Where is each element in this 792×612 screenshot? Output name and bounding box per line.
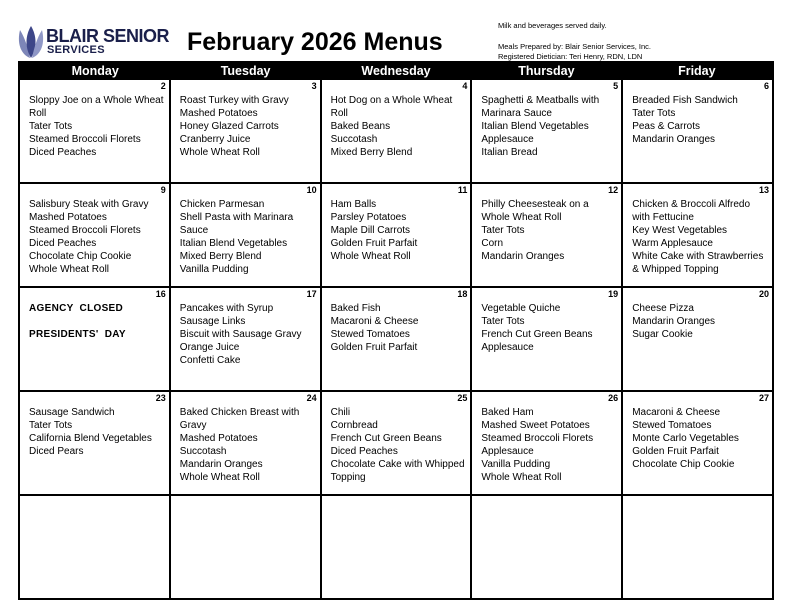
- menu-item: Stewed Tomatoes: [632, 420, 712, 431]
- menu-items: [632, 406, 768, 471]
- logo: [16, 24, 170, 60]
- menu-item: White Cake with Strawberries & Whipped Topping: [632, 251, 764, 275]
- calendar-day-cell: [320, 496, 471, 598]
- menu-item: Mashed Potatoes: [179, 108, 258, 119]
- menu-item: Breaded Fish Sandwich: [632, 95, 738, 106]
- calendar-day-cell: [621, 288, 772, 390]
- calendar-day-cell: [621, 392, 772, 494]
- menu-item: Vanilla Pudding: [481, 459, 551, 470]
- day-number: 19: [608, 289, 619, 299]
- menu-item: Spaghetti & Meatballs with Marinara Sauce: [481, 95, 600, 119]
- calendar-day-cell: [470, 288, 621, 390]
- menu-item: Vanilla Pudding: [179, 264, 249, 275]
- menu-item: Warm Applesauce: [632, 238, 713, 249]
- menu-item: Macaroni & Cheese: [330, 316, 419, 327]
- beverage-note: Milk and beverages served daily.: [498, 21, 607, 30]
- calendar-day-cell: [470, 184, 621, 286]
- menu-items: [481, 302, 617, 354]
- day-number: 2: [160, 81, 166, 91]
- calendar-week-row: [20, 80, 772, 182]
- day-number: 4: [462, 81, 468, 91]
- menu-item: Chocolate Chip Cookie: [632, 459, 735, 470]
- menu-item: Roast Turkey with Gravy: [179, 95, 289, 106]
- day-number: 12: [608, 185, 619, 195]
- calendar-day-cell: [169, 80, 320, 182]
- calendar-day-cell: [20, 392, 169, 494]
- menu-item: Hot Dog on a Whole Wheat Roll: [330, 95, 453, 119]
- day-number: 6: [763, 81, 769, 91]
- closure-notice: AGENCY CLOSED: [29, 303, 124, 314]
- calendar-day-cell: [621, 184, 772, 286]
- day-number: 5: [613, 81, 619, 91]
- menu-item: Mashed Potatoes: [179, 433, 258, 444]
- weekday-monday: Monday: [71, 64, 119, 78]
- menu-item: Mixed Berry Blend: [330, 147, 413, 158]
- day-number: 11: [457, 185, 468, 195]
- menu-item: Tater Tots: [29, 121, 73, 132]
- page-title: February 2026 Menus: [187, 28, 443, 56]
- menu-item: Whole Wheat Roll: [179, 472, 260, 483]
- calendar-day-cell: [470, 496, 621, 598]
- menu-item: Baked Ham: [481, 407, 534, 418]
- menu-item: Baked Fish: [330, 303, 381, 314]
- menu-items: [29, 302, 165, 354]
- day-number: 3: [311, 81, 317, 91]
- logo-text-line2: SERVICES: [47, 44, 105, 56]
- menu-item: California Blend Vegetables: [29, 433, 152, 444]
- menu-items: [331, 94, 467, 159]
- menu-item: Italian Bread: [481, 147, 538, 158]
- lotus-logo-icon: [16, 24, 46, 60]
- day-number: 13: [758, 185, 769, 195]
- menu-item: Whole Wheat Roll: [330, 251, 411, 262]
- menu-item: Diced Pears: [29, 446, 84, 457]
- menu-item: Macaroni & Cheese: [632, 407, 721, 418]
- menu-item: Orange Juice: [179, 342, 240, 353]
- menu-items: [481, 198, 617, 263]
- calendar-day-cell: [470, 392, 621, 494]
- calendar-day-cell: [20, 288, 169, 390]
- calendar-day-cell: [320, 288, 471, 390]
- menu-item: Tater Tots: [481, 316, 525, 327]
- day-number: 20: [758, 289, 769, 299]
- calendar-day-cell: [470, 80, 621, 182]
- calendar-day-cell: [20, 80, 169, 182]
- menu-item: Peas & Carrots: [632, 121, 700, 132]
- calendar-day-cell: [169, 496, 320, 598]
- menu-calendar: [18, 61, 774, 600]
- menu-item: Tater Tots: [29, 420, 73, 431]
- menu-item: Chocolate Cake with Whipped Topping: [330, 459, 465, 483]
- calendar-weeks: [20, 80, 772, 598]
- menu-item: Sausage Links: [179, 316, 246, 327]
- menu-item: Applesauce: [481, 446, 534, 457]
- menu-item: Applesauce: [481, 134, 534, 145]
- day-number: 23: [155, 393, 166, 403]
- menu-item: Italian Blend Vegetables: [179, 238, 288, 249]
- day-number: 25: [457, 393, 468, 403]
- calendar-week-row: [20, 494, 772, 598]
- menu-items: [331, 302, 467, 354]
- weekday-friday: Friday: [678, 64, 716, 78]
- menu-item: Baked Chicken Breast with Gravy: [179, 407, 300, 431]
- menu-item: Golden Fruit Parfait: [632, 446, 719, 457]
- menu-item: Cranberry Juice: [179, 134, 251, 145]
- menu-item: Sausage Sandwich: [29, 407, 115, 418]
- weekday-wednesday: Wednesday: [361, 64, 431, 78]
- menu-item: Chocolate Chip Cookie: [29, 251, 132, 262]
- menu-items: [632, 94, 768, 146]
- menu-items: [481, 94, 617, 159]
- menu-item: Monte Carlo Vegetables: [632, 433, 739, 444]
- menu-item: Sugar Cookie: [632, 329, 693, 340]
- menu-item: Tater Tots: [481, 225, 525, 236]
- menu-item: Vegetable Quiche: [481, 303, 561, 314]
- calendar-day-cell: [320, 80, 471, 182]
- menu-item: Golden Fruit Parfait: [330, 238, 418, 249]
- dietician-note: Registered Dietician: Teri Henry, RDN, LDN: [498, 52, 643, 61]
- menu-items: [180, 94, 316, 159]
- menu-items: [29, 94, 165, 159]
- menu-item: Pancakes with Syrup: [179, 303, 274, 314]
- menu-items: [331, 406, 467, 484]
- menu-item: Cheese Pizza: [632, 303, 694, 314]
- day-number: 27: [758, 393, 769, 403]
- logo-text-line1: BLAIR SENIOR: [46, 26, 170, 46]
- menu-item: Golden Fruit Parfait: [330, 342, 418, 353]
- menu-items: [632, 302, 768, 341]
- menu-items: [481, 406, 617, 484]
- menu-item: Whole Wheat Roll: [29, 264, 110, 275]
- prepared-by-note: Meals Prepared by: Blair Senior Services, Inc.: [498, 42, 651, 51]
- menu-item: Italian Blend Vegetables: [481, 121, 589, 132]
- menu-item: Mandarin Oranges: [632, 316, 716, 327]
- menu-item: Mandarin Oranges: [481, 251, 565, 262]
- menu-item: Steamed Broccoli Florets: [29, 225, 141, 236]
- menu-item: Honey Glazed Carrots: [179, 121, 279, 132]
- menu-item: Philly Cheesesteak on a Whole Wheat Roll: [481, 199, 589, 223]
- menu-item: French Cut Green Beans: [481, 329, 593, 340]
- day-number: 17: [306, 289, 317, 299]
- menu-item: Diced Peaches: [29, 147, 97, 158]
- calendar-day-cell: [20, 184, 169, 286]
- menu-item: Chili: [330, 407, 351, 418]
- closure-notice: PRESIDENTS' DAY: [29, 329, 126, 340]
- menu-item: Diced Peaches: [330, 446, 398, 457]
- calendar-day-cell: [169, 288, 320, 390]
- menu-item: Applesauce: [481, 342, 534, 353]
- menu-items: [29, 406, 165, 458]
- menu-item: Whole Wheat Roll: [481, 472, 562, 483]
- menu-item: Cornbread: [330, 420, 378, 431]
- menu-item: Diced Peaches: [29, 238, 97, 249]
- weekday-tuesday: Tuesday: [220, 64, 271, 78]
- day-number: 18: [457, 289, 468, 299]
- menu-item: Salisbury Steak with Gravy: [29, 199, 149, 210]
- menu-item: Parsley Potatoes: [330, 212, 407, 223]
- menu-items: [331, 198, 467, 263]
- menu-item: Sloppy Joe on a Whole Wheat Roll: [29, 95, 164, 119]
- menu-item: Tater Tots: [632, 108, 676, 119]
- day-number: 24: [306, 393, 317, 403]
- menu-item: Shell Pasta with Marinara Sauce: [179, 212, 294, 236]
- calendar-day-cell: [169, 184, 320, 286]
- calendar-day-cell: [621, 496, 772, 598]
- day-number: 16: [155, 289, 166, 299]
- day-number: 26: [608, 393, 619, 403]
- menu-items: [632, 198, 768, 276]
- menu-item: Chicken Parmesan: [179, 199, 265, 210]
- menu-item: Stewed Tomatoes: [330, 329, 410, 340]
- menu-item: Succotash: [179, 446, 227, 457]
- calendar-day-cell: [20, 496, 169, 598]
- day-number: 9: [160, 185, 166, 195]
- menu-item: Ham Balls: [330, 199, 377, 210]
- day-number: 10: [306, 185, 317, 195]
- menu-item: Steamed Broccoli Florets: [481, 433, 594, 444]
- menu-item: Mandarin Oranges: [179, 459, 263, 470]
- menu-item: Maple Dill Carrots: [330, 225, 411, 236]
- weekday-header: [20, 63, 772, 80]
- menu-items: [29, 198, 165, 276]
- menu-items: [180, 406, 316, 484]
- menu-item: Steamed Broccoli Florets: [29, 134, 141, 145]
- menu-item: Biscuit with Sausage Gravy: [179, 329, 302, 340]
- calendar-week-row: [20, 286, 772, 390]
- calendar-week-row: [20, 390, 772, 494]
- menu-item: Mandarin Oranges: [632, 134, 716, 145]
- menu-item: Key West Vegetables: [632, 225, 728, 236]
- menu-item: Chicken & Broccoli Alfredo with Fettucine: [632, 199, 751, 223]
- menu-item: Mashed Sweet Potatoes: [481, 420, 590, 431]
- menu-item: Mixed Berry Blend: [179, 251, 262, 262]
- menu-item: Mashed Potatoes: [29, 212, 107, 223]
- calendar-day-cell: [621, 80, 772, 182]
- calendar-day-cell: [320, 184, 471, 286]
- calendar-day-cell: [320, 392, 471, 494]
- menu-items: [180, 302, 316, 367]
- menu-item: Whole Wheat Roll: [179, 147, 260, 158]
- calendar-day-cell: [169, 392, 320, 494]
- menu-item: French Cut Green Beans: [330, 433, 442, 444]
- weekday-thursday: Thursday: [518, 64, 575, 78]
- menu-item: Corn: [481, 238, 504, 249]
- menu-items: [180, 198, 316, 276]
- calendar-week-row: [20, 182, 772, 286]
- menu-item: Confetti Cake: [179, 355, 241, 366]
- menu-item: Succotash: [330, 134, 378, 145]
- menu-item: Baked Beans: [330, 121, 391, 132]
